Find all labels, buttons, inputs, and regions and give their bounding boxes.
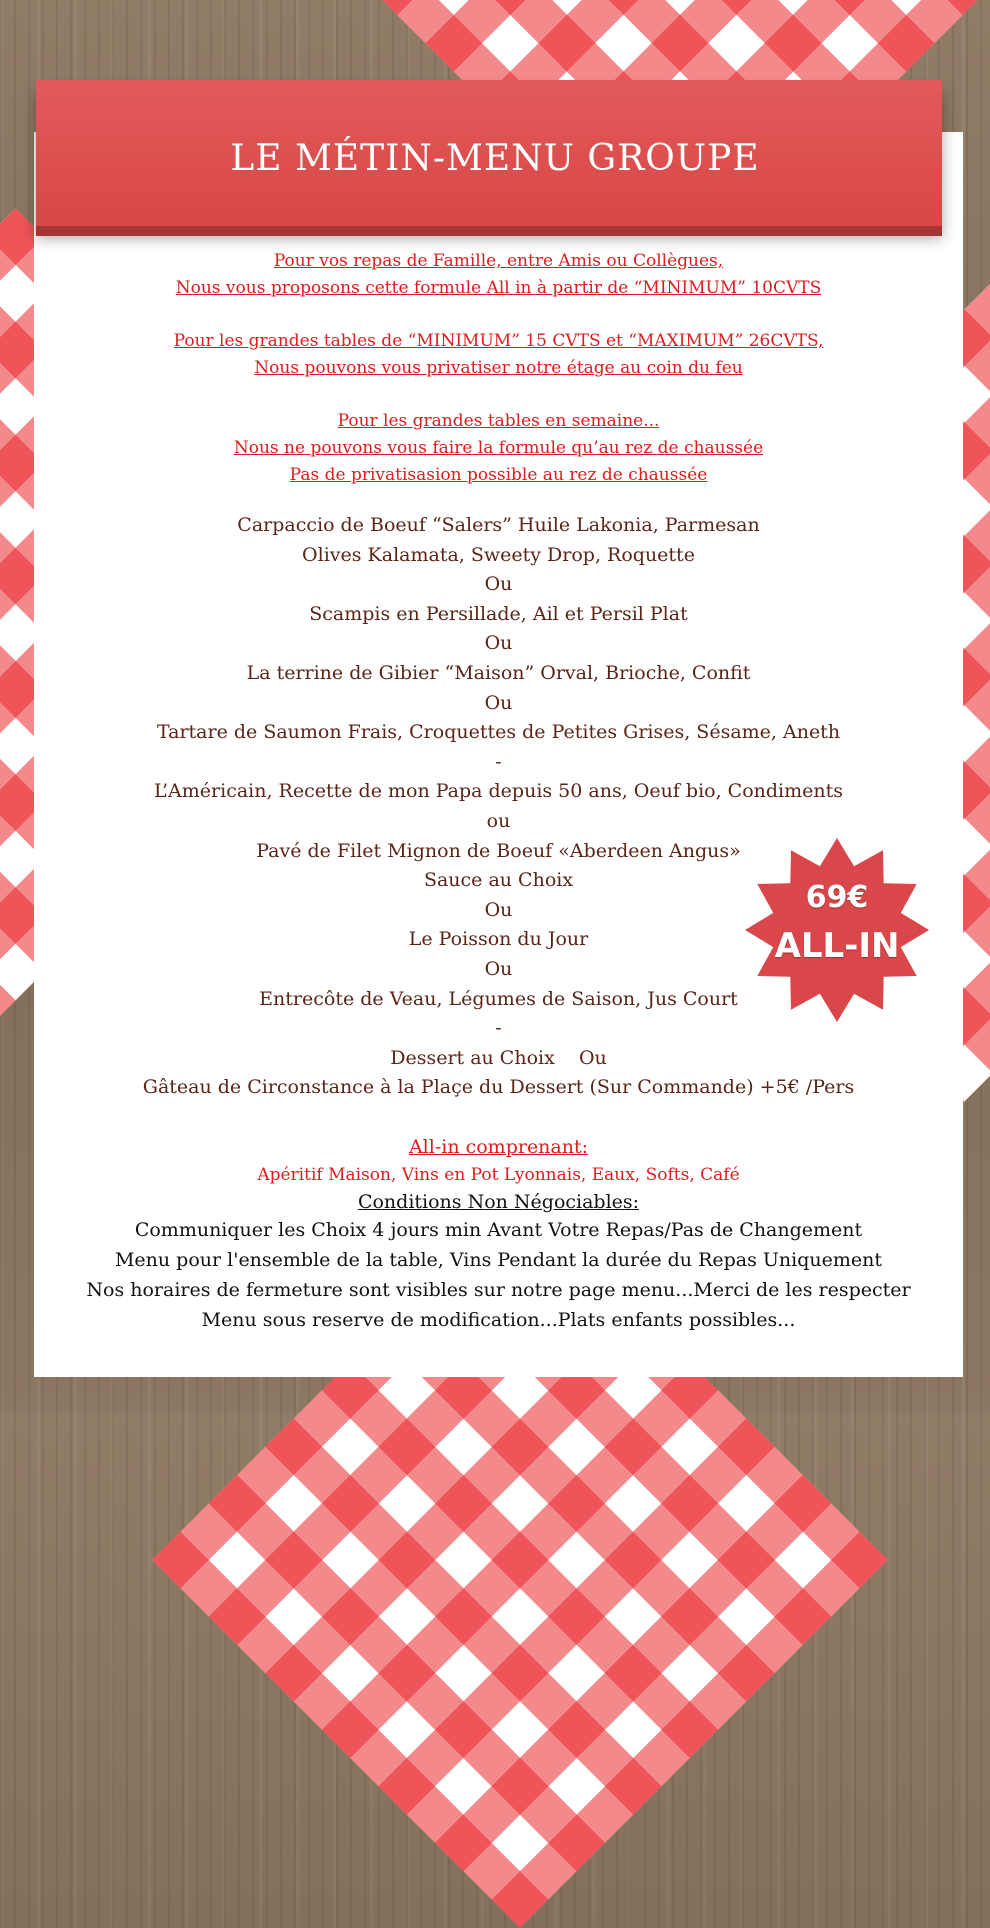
dish-separator: Ou	[484, 691, 513, 714]
intro-block-weekdays	[34, 408, 963, 489]
dish-line: Gâteau de Circonstance à la Plaçe du Dessert (Sur Commande) +5€ /Pers	[142, 1076, 855, 1099]
dish-separator: ou	[486, 809, 511, 832]
dish-line: Sauce au Choix	[423, 869, 574, 892]
dish-line: Olives Kalamata, Sweety Drop, Roquette	[302, 543, 695, 566]
dish-separator: Ou	[484, 632, 513, 655]
menu-content	[34, 248, 963, 1335]
intro-line: Pour les grandes tables en semaine...	[337, 411, 660, 431]
course-separator: -	[495, 750, 502, 773]
dish-separator: Ou	[484, 898, 513, 921]
dish-line: L’Américain, Recette de mon Papa depuis 50 ans, Oeuf bio, Condiments	[153, 780, 844, 803]
course-separator: -	[495, 1017, 502, 1040]
dish-line: Tartare de Saumon Frais, Croquettes de Petites Grises, Sésame, Aneth	[156, 721, 841, 744]
dish-line: Scampis en Persillade, Ail et Persil Plat	[309, 602, 688, 625]
intro-block-family	[34, 248, 963, 302]
condition-line: Communiquer les Choix 4 jours min Avant Votre Repas/Pas de Changement	[134, 1218, 863, 1241]
dish-line: Carpaccio de Boeuf “Salers” Huile Lakonia, Parmesan	[237, 514, 760, 536]
intro-line: Pas de privatisasion possible au rez de chaussée	[289, 465, 708, 485]
intro-line: Pour les grandes tables de “MINIMUM” 15 CVTS et “MAXIMUM” 26CVTS,	[173, 331, 824, 351]
conditions-heading: Conditions Non Négociables:	[357, 1190, 640, 1213]
condition-line: Nos horaires de fermeture sont visibles sur notre page menu...Merci de les respecter	[86, 1278, 911, 1301]
intro-line: Nous ne pouvons vous faire la formule qu’au rez de chaussée	[233, 438, 764, 458]
dish-line: Entrecôte de Veau, Légumes de Saison, Jus Court	[259, 987, 738, 1010]
dish-separator: Ou	[484, 573, 513, 596]
dish-line: Pavé de Filet Mignon de Boeuf «Aberdeen Angus»	[256, 839, 741, 862]
intro-line: Nous pouvons vous privatiser notre étage au coin du feu	[254, 358, 743, 378]
dish-line: Le Poisson du Jour	[408, 928, 589, 951]
badge-label: ALL-IN	[774, 926, 900, 966]
allin-heading: All-in comprenant:	[408, 1135, 589, 1158]
condition-line: Menu pour l'ensemble de la table, Vins Pendant la durée du Repas Uniquement	[114, 1248, 883, 1271]
dish-line: La terrine de Gibier “Maison” Orval, Brioche, Confit	[246, 661, 751, 684]
intro-block-large-tables	[34, 328, 963, 382]
badge-price: 69€	[805, 880, 869, 915]
dish-separator: Ou	[484, 957, 513, 980]
intro-line: Nous vous proposons cette formule All in à partir de “MINIMUM” 10CVTS	[175, 278, 822, 298]
intro-line: Pour vos repas de Famille, entre Amis ou Collègues,	[273, 251, 724, 271]
menu-title: LE MÉTIN-MENU GROUPE	[230, 138, 760, 179]
condition-line: Menu sous reserve de modification...Plats enfants possibles...	[201, 1308, 796, 1331]
dish-line: Dessert au Choix Ou	[390, 1046, 607, 1069]
allin-detail: Apéritif Maison, Vins en Pot Lyonnais, Eaux, Softs, Café	[257, 1164, 740, 1185]
